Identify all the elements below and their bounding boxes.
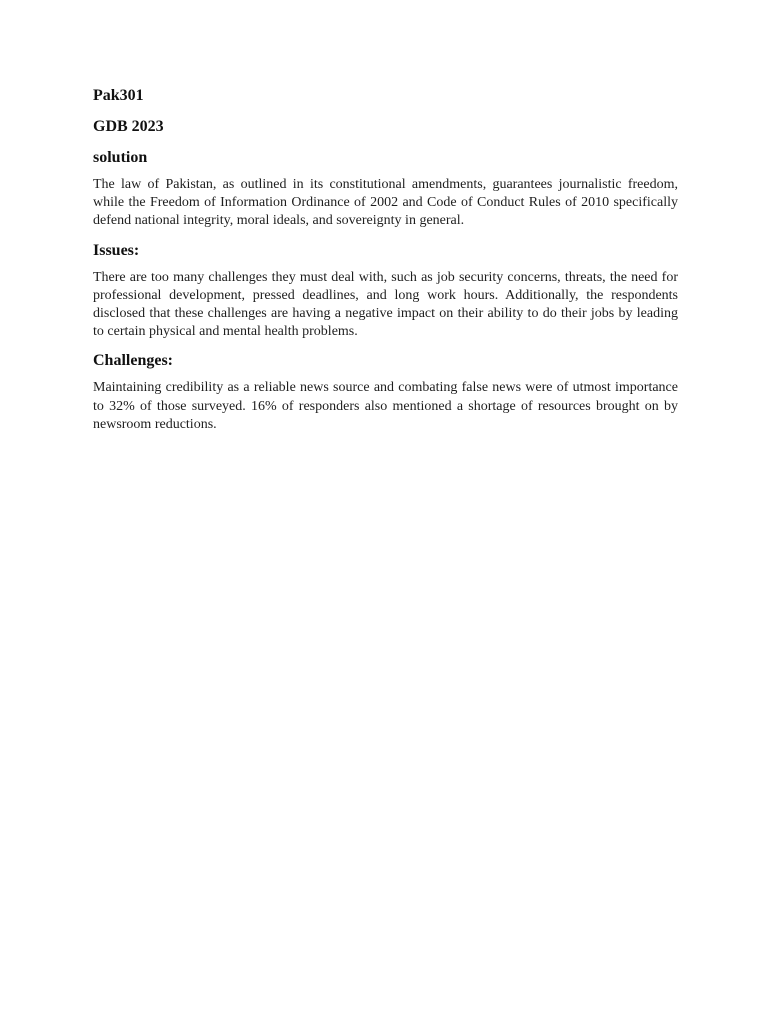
document-subtitle: GDB 2023 bbox=[93, 118, 164, 135]
issues-heading: Issues: bbox=[93, 241, 140, 259]
challenges-heading: Challenges: bbox=[93, 352, 173, 370]
issues-paragraph: There are too many challenges they must deal with, such as job security concerns, threats, the need for professional development, pressed deadlines, and long work hours. Additionally, the respondents disclosed that these challenges are having a negative impact on their ability to do their jobs by leading to certain physical and mental health problems. bbox=[93, 269, 678, 340]
document-title: Pak301 bbox=[93, 87, 144, 104]
document-body bbox=[93, 86, 678, 444]
solution-paragraph: The law of Pakistan, as outlined in its constitutional amendments, guarantees journalistic freedom, while the Freedom of Information Ordinance of 2002 and Code of Conduct Rules of 2010 specifically defend national integrity, moral ideals, and sovereignty in general. bbox=[93, 177, 678, 229]
solution-heading: solution bbox=[93, 149, 148, 166]
challenges-paragraph: Maintaining credibility as a reliable news source and combating false news were of utmost importance to 32% of those surveyed. 16% of responders also mentioned a shortage of resources brought on by newsroom reductions. bbox=[93, 380, 678, 432]
